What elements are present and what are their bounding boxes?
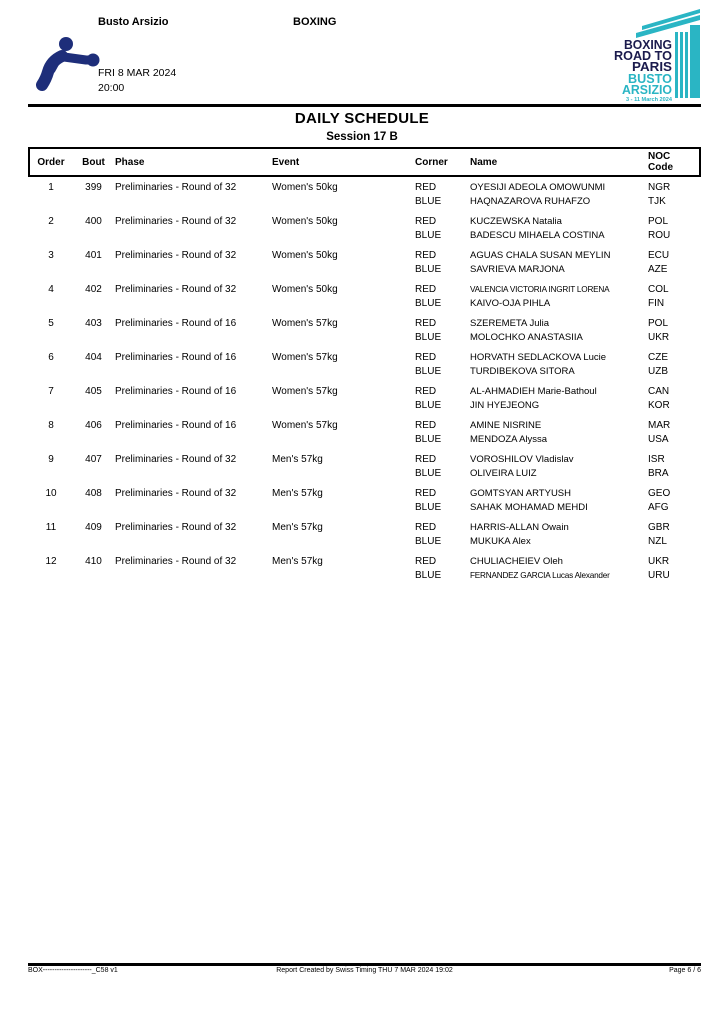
name-cell xyxy=(470,385,648,413)
name-cell xyxy=(470,317,648,345)
bout-cell: 403 xyxy=(85,318,102,329)
noc-cell xyxy=(648,181,699,209)
athlete-name-red: KUCZEWSKA Natalia xyxy=(470,216,562,227)
noc-cell xyxy=(648,249,699,277)
noc-red: UKR xyxy=(648,556,670,567)
session-time: 20:00 xyxy=(98,82,125,94)
noc-cell xyxy=(648,453,699,481)
noc-red: COL xyxy=(648,284,669,295)
report-code: BOX---------------------_C58 v1 xyxy=(28,967,118,974)
phase-cell: Preliminaries - Round of 16 xyxy=(115,420,237,431)
athlete-name-red: GOMTSYAN ARTYUSH xyxy=(470,488,571,499)
session-date: FRI 8 MAR 2024 xyxy=(98,67,177,79)
noc-blue: AZE xyxy=(648,264,668,275)
athlete-name-blue: MENDOZA Alyssa xyxy=(470,434,548,445)
noc-blue: NZL xyxy=(648,536,667,547)
corner-cell xyxy=(415,555,470,583)
order-cell: 4 xyxy=(48,284,54,295)
name-cell xyxy=(470,453,648,481)
noc-blue: ROU xyxy=(648,230,671,241)
order-cell: 9 xyxy=(48,454,54,465)
phase-cell: Preliminaries - Round of 32 xyxy=(115,556,237,567)
name-cell xyxy=(470,487,648,515)
athlete-name-blue: SAHAK MOHAMAD MEHDI xyxy=(470,502,588,513)
athlete-name-blue: KAIVO-OJA PIHLA xyxy=(470,298,551,309)
corner-label-red: RED xyxy=(415,420,437,431)
corner-label-red: RED xyxy=(415,216,437,227)
page-number: Page 6 / 6 xyxy=(669,967,701,974)
noc-cell xyxy=(648,351,699,379)
noc-blue: UZB xyxy=(648,366,668,377)
header-name: Name xyxy=(470,156,498,168)
header-event: Event xyxy=(272,156,300,168)
bout-cell: 407 xyxy=(85,454,102,465)
athlete-name-red: AMINE NISRINE xyxy=(470,420,542,431)
order-cell: 3 xyxy=(48,250,54,261)
logo-line3: PARIS xyxy=(632,59,673,74)
session-subtitle: Session 17 B xyxy=(326,131,398,143)
name-cell xyxy=(470,555,648,583)
noc-red: GBR xyxy=(648,522,670,533)
noc-blue: URU xyxy=(648,570,670,581)
phase-cell: Preliminaries - Round of 32 xyxy=(115,522,237,533)
event-cell: Women's 57kg xyxy=(272,318,338,329)
corner-label-red: RED xyxy=(415,284,437,295)
header-phase: Phase xyxy=(115,156,145,168)
corner-cell xyxy=(415,351,470,379)
header-bout: Bout xyxy=(82,156,105,168)
footer xyxy=(28,967,701,979)
table-row xyxy=(30,453,699,481)
table-body xyxy=(30,177,699,589)
athlete-name-red: SZEREMETA Julia xyxy=(470,318,550,329)
noc-blue: AFG xyxy=(648,502,669,513)
corner-label-blue: BLUE xyxy=(415,230,442,241)
noc-cell xyxy=(648,215,699,243)
phase-cell: Preliminaries - Round of 32 xyxy=(115,250,237,261)
table-row xyxy=(30,555,699,583)
name-cell xyxy=(470,521,648,549)
venue-label: Busto Arsizio xyxy=(98,16,169,28)
athlete-name-red: CHULIACHEIEV Oleh xyxy=(470,556,563,567)
event-cell: Men's 57kg xyxy=(272,556,323,567)
event-cell: Men's 57kg xyxy=(272,522,323,533)
bout-cell: 400 xyxy=(85,216,102,227)
athlete-name-blue: OLIVEIRA LUIZ xyxy=(470,468,537,479)
athlete-name-red: HARRIS-ALLAN Owain xyxy=(470,522,569,533)
noc-blue: UKR xyxy=(648,332,670,343)
corner-label-blue: BLUE xyxy=(415,502,442,513)
logo-line1: BOXING xyxy=(624,37,672,52)
corner-label-blue: BLUE xyxy=(415,400,442,411)
noc-blue: BRA xyxy=(648,468,669,479)
noc-red: ECU xyxy=(648,250,670,261)
order-cell: 2 xyxy=(48,216,54,227)
event-cell: Men's 57kg xyxy=(272,488,323,499)
corner-label-blue: BLUE xyxy=(415,434,442,445)
corner-label-blue: BLUE xyxy=(415,366,442,377)
table-row xyxy=(30,215,699,243)
name-cell xyxy=(470,283,648,311)
event-cell: Women's 57kg xyxy=(272,420,338,431)
corner-cell xyxy=(415,249,470,277)
order-cell: 10 xyxy=(45,488,57,499)
event-cell: Women's 50kg xyxy=(272,182,338,193)
order-cell: 8 xyxy=(48,420,54,431)
order-cell: 7 xyxy=(48,386,54,397)
athlete-name-red: AGUAS CHALA SUSAN MEYLIN xyxy=(470,250,611,261)
athlete-name-blue: HAQNAZAROVA RUHAFZO xyxy=(470,196,591,207)
athlete-name-blue: TURDIBEKOVA SITORA xyxy=(470,366,575,377)
event-cell: Men's 57kg xyxy=(272,454,323,465)
logo-line4: BUSTO xyxy=(628,72,673,86)
phase-cell: Preliminaries - Round of 16 xyxy=(115,386,237,397)
name-cell xyxy=(470,249,648,277)
corner-label-red: RED xyxy=(415,352,437,363)
bout-cell: 401 xyxy=(85,250,102,261)
order-cell: 1 xyxy=(48,182,54,193)
table-row xyxy=(30,317,699,345)
event-cell: Women's 50kg xyxy=(272,284,338,295)
table-row xyxy=(30,351,699,379)
table-row xyxy=(30,283,699,311)
event-cell: Women's 50kg xyxy=(272,250,338,261)
order-cell: 6 xyxy=(48,352,54,363)
bout-cell: 404 xyxy=(85,352,102,363)
bout-cell: 405 xyxy=(85,386,102,397)
noc-cell xyxy=(648,317,699,345)
corner-label-red: RED xyxy=(415,250,437,261)
bout-cell: 402 xyxy=(85,284,102,295)
table-row xyxy=(30,249,699,277)
report-created: Report Created by Swiss Timing THU 7 MAR 2024 19:02 xyxy=(276,967,453,974)
corner-cell xyxy=(415,283,470,311)
corner-label-blue: BLUE xyxy=(415,570,442,581)
boxing-pictogram-icon xyxy=(33,34,105,101)
athlete-name-blue: MUKUKA Alex xyxy=(470,536,531,547)
event-cell: Women's 50kg xyxy=(272,216,338,227)
phase-cell: Preliminaries - Round of 32 xyxy=(115,284,237,295)
noc-red: ISR xyxy=(648,454,665,465)
phase-cell: Preliminaries - Round of 16 xyxy=(115,352,237,363)
event-cell: Women's 57kg xyxy=(272,386,338,397)
corner-cell xyxy=(415,181,470,209)
table-header xyxy=(28,147,701,177)
corner-label-red: RED xyxy=(415,522,437,533)
corner-cell xyxy=(415,317,470,345)
athlete-name-blue: MOLOCHKO ANASTASIIA xyxy=(470,332,583,343)
table-row xyxy=(30,181,699,209)
noc-blue: USA xyxy=(648,434,669,445)
noc-cell xyxy=(648,385,699,413)
athlete-name-red: VALENCIA VICTORIA INGRIT LORENA xyxy=(470,285,610,294)
athlete-name-red: OYESIJI ADEOLA OMOWUNMI xyxy=(470,182,606,193)
logo-line2: ROAD TO xyxy=(614,48,672,63)
order-cell: 11 xyxy=(45,522,57,533)
session-datetime xyxy=(98,66,176,96)
athlete-name-blue: JIN HYEJEONG xyxy=(470,400,540,411)
sport-label: BOXING xyxy=(293,16,337,28)
noc-blue: TJK xyxy=(648,196,666,207)
footer-divider xyxy=(28,963,701,966)
header-corner: Corner xyxy=(415,156,448,168)
noc-cell xyxy=(648,283,699,311)
corner-label-red: RED xyxy=(415,454,437,465)
athlete-name-blue: FERNANDEZ GARCIA Lucas Alexander xyxy=(470,571,610,580)
noc-blue: FIN xyxy=(648,298,665,309)
athlete-name-red: VOROSHILOV Vladislav xyxy=(470,454,574,465)
corner-cell xyxy=(415,385,470,413)
corner-label-blue: BLUE xyxy=(415,536,442,547)
noc-cell xyxy=(648,487,699,515)
phase-cell: Preliminaries - Round of 32 xyxy=(115,488,237,499)
header-divider xyxy=(28,104,701,107)
corner-label-blue: BLUE xyxy=(415,196,442,207)
road-to-paris-logo xyxy=(608,8,706,104)
corner-label-blue: BLUE xyxy=(415,298,442,309)
noc-red: NGR xyxy=(648,182,671,193)
bout-cell: 408 xyxy=(85,488,102,499)
corner-label-red: RED xyxy=(415,556,437,567)
corner-label-blue: BLUE xyxy=(415,468,442,479)
phase-cell: Preliminaries - Round of 32 xyxy=(115,454,237,465)
noc-red: POL xyxy=(648,318,669,329)
event-cell: Women's 57kg xyxy=(272,352,338,363)
noc-red: CZE xyxy=(648,352,668,363)
name-cell xyxy=(470,351,648,379)
header-order: Order xyxy=(37,156,65,168)
corner-cell xyxy=(415,215,470,243)
noc-cell xyxy=(648,555,699,583)
corner-label-blue: BLUE xyxy=(415,264,442,275)
noc-cell xyxy=(648,521,699,549)
noc-red: POL xyxy=(648,216,669,227)
noc-red: GEO xyxy=(648,488,671,499)
corner-cell xyxy=(415,521,470,549)
order-cell: 5 xyxy=(48,318,54,329)
corner-label-red: RED xyxy=(415,386,437,397)
noc-cell xyxy=(648,419,699,447)
corner-label-red: RED xyxy=(415,182,437,193)
name-cell xyxy=(470,215,648,243)
bout-cell: 399 xyxy=(85,182,102,193)
phase-cell: Preliminaries - Round of 32 xyxy=(115,216,237,227)
bout-cell: 410 xyxy=(85,556,102,567)
corner-cell xyxy=(415,487,470,515)
logo-line5: ARSIZIO xyxy=(622,83,673,97)
bout-cell: 409 xyxy=(85,522,102,533)
table-row xyxy=(30,385,699,413)
corner-label-red: RED xyxy=(415,318,437,329)
athlete-name-red: AL-AHMADIEH Marie-Bathoul xyxy=(470,386,597,397)
phase-cell: Preliminaries - Round of 32 xyxy=(115,182,237,193)
table-row xyxy=(30,487,699,515)
corner-label-red: RED xyxy=(415,488,437,499)
athlete-name-red: HORVATH SEDLACKOVA Lucie xyxy=(470,352,607,363)
order-cell: 12 xyxy=(45,556,57,567)
noc-blue: KOR xyxy=(648,400,670,411)
corner-cell xyxy=(415,453,470,481)
athlete-name-blue: SAVRIEVA MARJONA xyxy=(470,264,565,275)
name-cell xyxy=(470,419,648,447)
bout-cell: 406 xyxy=(85,420,102,431)
corner-cell xyxy=(415,419,470,447)
noc-red: CAN xyxy=(648,386,670,397)
name-cell xyxy=(470,181,648,209)
athlete-name-blue: BADESCU MIHAELA COSTINA xyxy=(470,230,605,241)
page-title: DAILY SCHEDULE xyxy=(294,110,430,127)
header-noc-code: NOC Code xyxy=(648,151,673,173)
phase-cell: Preliminaries - Round of 16 xyxy=(115,318,237,329)
table-row xyxy=(30,521,699,549)
noc-red: MAR xyxy=(648,420,671,431)
corner-label-blue: BLUE xyxy=(415,332,442,343)
logo-dates: 3 - 11 March 2024 xyxy=(626,97,673,103)
table-row xyxy=(30,419,699,447)
